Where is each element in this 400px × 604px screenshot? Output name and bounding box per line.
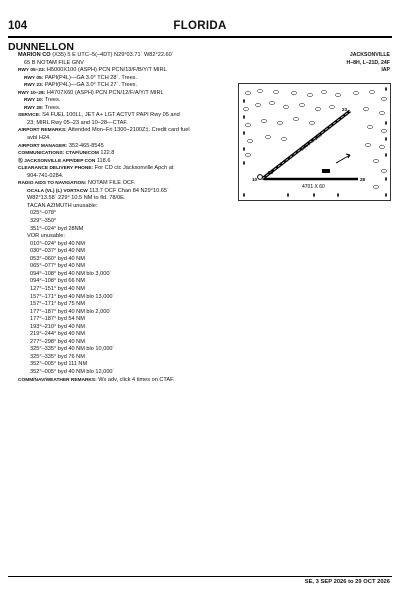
entry-line-text: 118.6 — [95, 157, 111, 164]
runway-28-number: 28 — [360, 177, 366, 182]
entry-line-text: 325°–335° byd 76 NM — [30, 353, 85, 360]
page-number: 104 — [8, 20, 28, 32]
entry-line-text: 025°–078° — [30, 210, 57, 217]
entry-line — [18, 248, 230, 256]
obstacle-icon — [243, 161, 245, 164]
chart-ref-charts: H–8H, L–21D, 24F — [346, 59, 390, 66]
obstacle-icon — [243, 193, 245, 196]
obstacle-icon — [385, 137, 387, 140]
entry-line-text: 351°–024° byd 28NM — [30, 225, 84, 232]
obstacle-icon — [385, 153, 387, 156]
entry-line — [18, 324, 230, 332]
entry-line-label: RWY 23: — [24, 83, 44, 89]
entry-line-text: 177°–187° byd 40 NM blo 2,000´ — [30, 308, 112, 315]
entry-line — [18, 346, 230, 354]
entry-line — [18, 263, 230, 271]
entry-line-label: RADIO AIDS TO NAVIGATION: — [18, 181, 87, 187]
entry-line-text: 094°–108° byd 40 NM blo 3,000´ — [30, 270, 112, 277]
entry-line — [18, 82, 230, 90]
entry-line-label: SERVICE: — [18, 113, 41, 119]
entry-line — [18, 75, 230, 83]
entry-line — [18, 309, 230, 317]
airport-id-details: (X35) 5 E UTC–5(–4DT) N29°03.71´ W82°22.60´ — [52, 52, 174, 58]
tree-icon — [265, 135, 270, 138]
entry-line — [18, 271, 230, 279]
obstacle-icon — [385, 193, 387, 196]
entry-line — [18, 188, 230, 196]
tree-icon — [243, 107, 248, 110]
entry-line-label: AIRPORT MANAGER: — [18, 143, 68, 149]
entry-line-text: 157°–171° byd 40 NM blo 13,000´ — [30, 293, 115, 300]
tree-icon — [293, 117, 298, 120]
tree-icon — [307, 93, 312, 96]
entry-line-label: COMMUNICATIONS: CTAF/UNICOM — [18, 151, 99, 157]
entry-line — [18, 226, 230, 234]
airport-entry — [18, 52, 230, 384]
airport-name: MARION CO — [18, 52, 51, 58]
entry-line — [18, 135, 230, 143]
entry-line-text: 325°–335° byd 40 NM blo 10,000´ — [30, 346, 115, 353]
obstacle-icon — [313, 193, 315, 196]
entry-line-text: 277°–298° byd 40 NM — [30, 338, 85, 345]
entry-line-label: RWY 05–23: — [18, 68, 46, 74]
tree-icon — [373, 185, 378, 188]
tree-icon — [367, 125, 372, 128]
obstacle-icon — [385, 177, 387, 180]
chart-references — [346, 52, 390, 75]
entry-line-label: OCALA (VL) (L) VORTACW — [27, 188, 88, 194]
runway-05-number: 05 — [268, 170, 274, 175]
entry-line-text: 904-741-0284. — [27, 172, 64, 179]
entry-line — [18, 256, 230, 264]
tree-icon — [255, 103, 260, 106]
entry-line-text: 352°–005° byd 111 NM — [30, 361, 88, 368]
entry-line-text: H4707X60 (ASPH) PCN PCN/12/F/A/Y/T MIRL — [45, 89, 164, 96]
entry-line — [18, 67, 230, 75]
tree-icon — [353, 91, 358, 94]
entry-line-text: 122.8 — [98, 150, 115, 157]
entry-line-text: 065°–077° byd 40 NM — [30, 263, 85, 270]
entry-line-text: 193°–210° byd 40 NM — [30, 323, 85, 330]
tree-icon — [291, 91, 296, 94]
entry-line-text: Wx adv, click 4 times on CTAF. — [96, 376, 175, 383]
tree-icon — [373, 159, 378, 162]
tree-icon — [281, 137, 286, 140]
entry-line-label: RWY 10: — [24, 98, 44, 104]
obstacle-icon — [243, 131, 245, 134]
entry-line — [18, 90, 230, 98]
entry-line-text: 113.7 OCF Chan 84 N29°10.65´ — [87, 187, 169, 194]
entry-line-text: W82°13.58´ 229° 10.5 NM to fld. 78/0E. — [27, 195, 126, 202]
entry-line-text: avbl H24. — [27, 135, 51, 142]
entry-line — [18, 180, 230, 188]
entry-line — [18, 120, 230, 128]
tree-icon — [363, 107, 368, 110]
entry-line-text: TACAN AZIMUTH unusable: — [27, 202, 98, 209]
entry-line-text: Attended Mon–Fri 1300–2100Z‡. Credit card fuel — [66, 127, 190, 134]
tree-icon — [321, 90, 326, 93]
entry-line — [18, 150, 230, 158]
entry-line-text: 23; MIRL Rwy 05–23 and 10–28—CTAF. — [27, 119, 128, 126]
tree-icon — [261, 119, 266, 122]
airport-beacon-icon — [258, 175, 263, 180]
tree-icon — [381, 169, 386, 172]
tree-icon — [283, 105, 288, 108]
entry-line-label: RWY 10–28: — [18, 90, 46, 96]
obstacle-icon — [337, 193, 339, 196]
tree-icon — [245, 91, 250, 94]
entry-line — [18, 203, 230, 211]
entry-line — [18, 294, 230, 302]
tree-icon — [381, 129, 386, 132]
entry-line-text: 127°–151° byd 40 NM — [30, 285, 85, 292]
entry-line-label: RWY 05: — [24, 75, 44, 81]
entry-line — [18, 331, 230, 339]
obstacle-icon — [243, 147, 245, 150]
entry-line — [18, 301, 230, 309]
wind-arrow-icon — [336, 154, 350, 163]
entry-line-text: VOR unusable: — [27, 233, 65, 240]
obstacle-icon — [385, 121, 387, 124]
tree-icon — [245, 123, 250, 126]
runway-05-23-dimensions: 5000 X 100 — [299, 132, 324, 153]
airport-id-line — [18, 52, 230, 60]
state-title: FLORIDA — [173, 20, 227, 32]
tree-icon — [277, 121, 282, 124]
entry-line — [18, 143, 230, 151]
entry-line-text: 010°–024° byd 40 NM — [30, 240, 85, 247]
entry-line — [18, 165, 230, 173]
entry-line-text: PAPI(P4L)—GA 3.0° TCH 27´. Trees. — [43, 82, 138, 89]
entry-line-label: RWY 28: — [24, 105, 44, 111]
tree-icon — [379, 145, 384, 148]
entry-line — [18, 278, 230, 286]
entry-line — [18, 210, 230, 218]
entry-line-text: Trees. — [43, 97, 61, 104]
runway-10-number: 10 — [252, 177, 258, 182]
tree-icon — [379, 111, 384, 114]
entry-line — [18, 361, 230, 369]
entry-line — [18, 173, 230, 181]
tree-icon — [381, 97, 386, 100]
entry-line-text: 094°–108° byd 66 NM — [30, 278, 85, 285]
tree-icon — [335, 93, 340, 96]
entry-line-label: CLEARANCE DELIVERY PHONE: — [18, 166, 94, 172]
entry-line — [18, 316, 230, 324]
entry-line-label: Ⓡ JACKSONVILLE APP/DEP CON — [18, 158, 96, 164]
chart-ref-city: JACKSONVILLE — [349, 52, 390, 58]
entry-line-text: S4 FUEL 100LL, JET A+ LGT ACTVT PAPI Rwy 05 and — [40, 112, 180, 119]
tree-icon — [247, 139, 252, 142]
effective-dates: SE, 3 SEP 2026 to 29 OCT 2026 — [304, 579, 390, 585]
entry-line — [18, 158, 230, 166]
entry-line-text: 177°–187° byd 54 NM — [30, 316, 85, 323]
entry-line-label: AIRPORT REMARKS: — [18, 128, 67, 134]
tree-icon — [245, 153, 250, 156]
header-divider — [8, 36, 392, 38]
entry-line — [18, 112, 230, 120]
entry-line — [18, 195, 230, 203]
obstacle-icon — [385, 87, 387, 90]
entry-line-text: 053°–060° byd 40 NM — [30, 255, 85, 262]
entry-line-text: 030°–037° byd 40 NM — [30, 248, 85, 255]
obstacle-icon — [287, 193, 289, 196]
tree-icon — [365, 143, 370, 146]
tree-icon — [273, 90, 278, 93]
entry-line-text: H5000X100 (ASPH) PCN PCN/13/F/B/Y/T MIRL — [45, 67, 167, 74]
entry-line — [18, 97, 230, 105]
entry-line-text: Trees. — [43, 104, 61, 111]
tree-icon — [329, 105, 334, 108]
entry-line — [18, 354, 230, 362]
entry-line — [18, 233, 230, 241]
tree-icon — [369, 90, 374, 93]
airport-line2: 65 B NOTAM FILE GNV — [24, 59, 84, 66]
chart-ref-iap: IAP — [381, 67, 390, 74]
entry-line-label: COMM/NAV/WEATHER REMARKS: — [18, 377, 97, 383]
ramp-icon — [322, 169, 330, 173]
tree-icon — [257, 89, 262, 92]
obstacle-icon — [243, 99, 245, 102]
entry-line-text: 352°–005° byd 40 NM blo 12,000´ — [30, 368, 115, 375]
entry-line-text: NOTAM FILE OCF. — [86, 180, 136, 187]
entry-line-text: 219°–244° byd 40 NM — [30, 331, 85, 338]
city-name: DUNNELLON — [8, 41, 74, 53]
entry-line — [18, 218, 230, 226]
footer-divider — [8, 576, 392, 577]
entry-line — [18, 127, 230, 135]
entry-line-text: For CD ctc Jacksonville Apch at — [93, 165, 174, 172]
runway-23-number: 23 — [342, 107, 348, 112]
runway-10-28-dimensions: 4701 X 60 — [302, 184, 325, 190]
entry-line — [18, 339, 230, 347]
entry-line — [18, 241, 230, 249]
entry-line — [18, 105, 230, 113]
entry-lines — [18, 67, 230, 384]
tree-icon — [309, 121, 314, 124]
entry-line — [18, 369, 230, 377]
tree-icon — [299, 103, 304, 106]
entry-line-text: 352-465-8545 — [67, 142, 104, 149]
airport-diagram — [238, 83, 391, 201]
entry-line — [18, 377, 230, 385]
entry-line-text: 329°–350° — [30, 218, 57, 225]
tree-icon — [269, 101, 274, 104]
obstacle-icon — [243, 115, 245, 118]
tree-icon — [315, 107, 320, 110]
entry-line — [18, 286, 230, 294]
entry-line-text: PAPI(P4L)—GA 3.0° TCH 28´. Trees. — [43, 74, 138, 81]
entry-line-text: 157°–171° byd 75 NM — [30, 301, 85, 308]
